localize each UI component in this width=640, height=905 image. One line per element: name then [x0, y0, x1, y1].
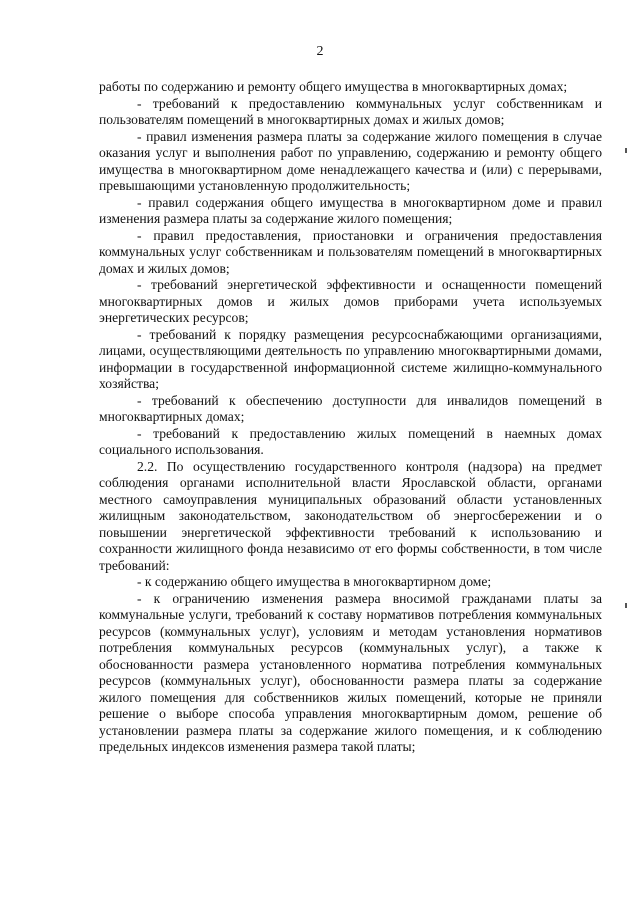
document-body — [99, 79, 602, 756]
list-item: - правил содержания общего имущества в многоквартирном доме и правил изменения размера платы за содержание жилого помещения; — [99, 194, 602, 226]
scan-margin-mark — [625, 603, 627, 608]
page-number: 2 — [316, 44, 324, 59]
list-item: - к ограничению изменения размера вносимой гражданами платы за коммунальные услуги, требований к составу нормативов потребления коммунальных ресурсов (коммунальных услуг), условиям и методам установления нормативов потребления коммунальных ресурсов (коммунальных услуг), а также к обоснованности размера установленного норматива потребления коммунальных ресурсов (коммунальных услуг), обоснованности размера платы за содержание жилого помещения для собственников жилых помещений, которые не приняли решение о выборе способа управления многоквартирным домом, решение об установлении размера платы за содержание жилого помещения, и к соблюдению предельных индексов изменения размера такой платы; — [99, 590, 602, 754]
section-paragraph: 2.2. По осуществлению государственного контроля (надзора) на предмет соблюдения органами исполнительной власти Ярославской области, органами местного самоуправления муниципальных образований области установленных жилищным законодательством, законодательством об энергосбережении и о повышении энергетической эффективности требований к использованию и сохранности жилищного фонда независимо от его формы собственности, в том числе требований: — [99, 458, 602, 573]
list-item: - к содержанию общего имущества в многоквартирном доме; — [137, 574, 492, 589]
paragraph-continuation: работы по содержанию и ремонту общего имущества в многоквартирных домах; — [99, 79, 568, 94]
list-item: - требований к предоставлению коммунальных услуг собственникам и пользователям помещений в многоквартирных домах и жилых домов; — [99, 95, 602, 127]
list-item: - требований к обеспечению доступности для инвалидов помещений в многоквартирных домах; — [99, 392, 602, 424]
list-item: - требований к предоставлению жилых помещений в наемных домах социального использования. — [99, 425, 602, 457]
list-item: - правил предоставления, приостановки и ограничения предоставления коммунальных услуг собственникам и пользователям помещений в многоквартирных домах и жилых домов; — [99, 227, 602, 276]
list-item: - правил изменения размера платы за содержание жилого помещения в случае оказания услуг и выполнения работ по управлению, содержанию и ремонту общего имущества в многоквартирном доме ненадлежащего качества и (или) с перерывами, превышающими установленную продолжительность; — [99, 128, 602, 193]
list-item: - требований энергетической эффективности и оснащенности помещений многоквартирных домов и жилых домов приборами учета используемых энергетических ресурсов; — [99, 277, 602, 325]
list-item: - требований к порядку размещения ресурсоснабжающими организациями, лицами, осуществляющими деятельность по управлению многоквартирными домами, информации в государственной информационной системе жилищно-коммунального хозяйства; — [99, 326, 602, 391]
scan-margin-mark — [625, 148, 627, 153]
